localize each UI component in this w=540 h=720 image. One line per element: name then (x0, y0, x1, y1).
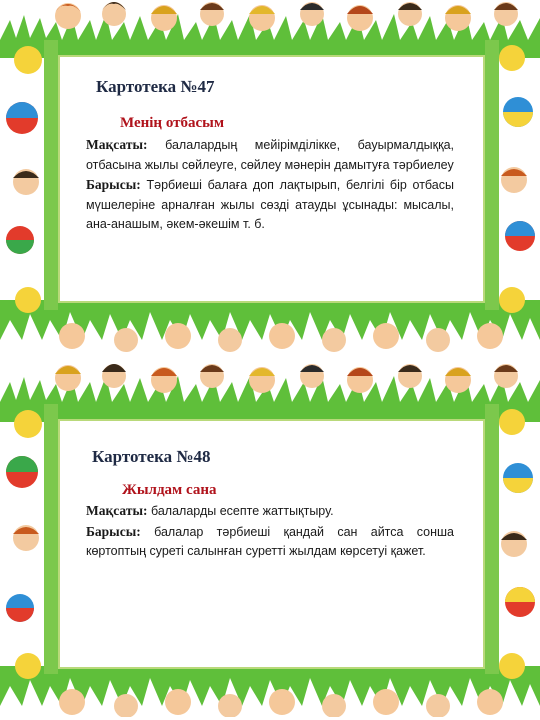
process-text: Тәрбиеші балаға доп лақтырып, белгілі бір отбасы мүшелеріне арналған жылы сөзді атауды ұсынады: мысалы, ана-анашым, әкем-әкешім т. б. (86, 178, 454, 231)
goal-label: Мақсаты: (86, 503, 148, 518)
goal-text: балалардың мейірімділікке, бауырмалдыққа, отбасына жылы сөйлеуге, сөйлеу мәнерін дамытуға тәрбиелеу (86, 138, 454, 172)
card-frame-48 (0, 362, 540, 717)
game-name: Жылдам сана (122, 482, 217, 498)
process-label: Барысы: (86, 177, 141, 192)
goal-text: балаларды есепте жаттықтыру. (150, 504, 334, 518)
card-title: Картотека №47 (96, 77, 215, 96)
game-name: Менің отбасым (120, 115, 225, 131)
game-card-48 (58, 419, 485, 669)
process-label: Барысы: (86, 523, 141, 539)
card-title: Картотека №48 (92, 447, 211, 466)
game-card-47 (58, 55, 485, 303)
goal-paragraph (86, 135, 454, 175)
process-paragraph (86, 175, 454, 235)
goal-label: Мақсаты: (86, 137, 148, 152)
card-body (86, 501, 454, 562)
goal-paragraph (86, 501, 454, 522)
card-frame-47 (0, 0, 540, 355)
process-text: балалар тәрбиеші қандай сан айтса сонша көртоптың суреті салынған суретті жылдам көрсетуі қажет. (86, 524, 454, 558)
process-paragraph (86, 522, 454, 562)
card-body (86, 135, 454, 235)
